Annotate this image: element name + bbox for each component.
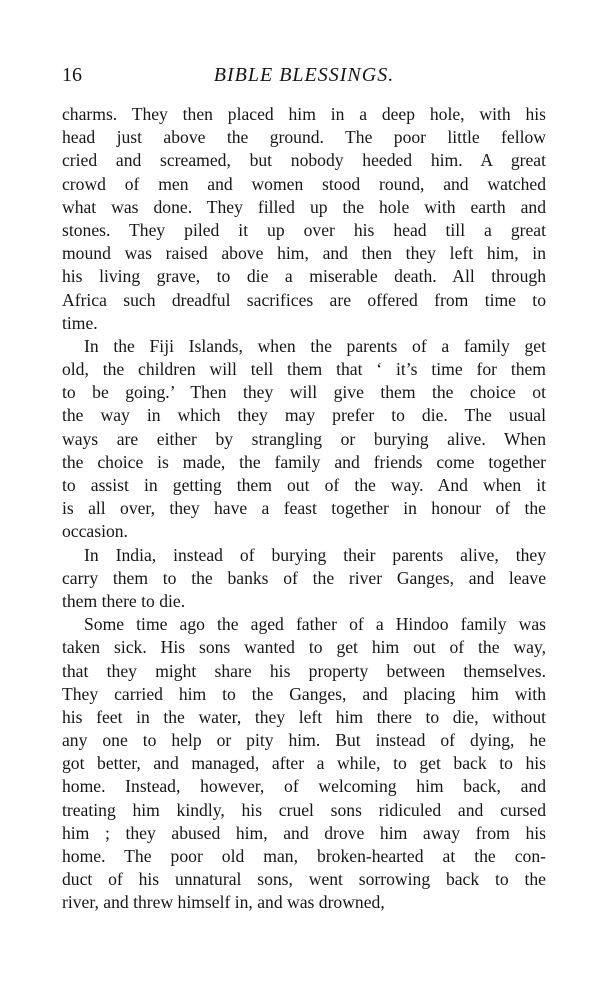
text-line: stones. They piled it up over his head till a great: [62, 219, 546, 240]
paragraph-fiji-islands: [62, 335, 546, 544]
text-line: home. Instead, however, of welcoming him back, and: [62, 776, 546, 797]
text-line: Some time ago the aged father of a Hindoo family was: [84, 614, 546, 635]
text-line: to be going.’ Then they will give them the choice ot: [62, 382, 546, 403]
text-line: mound was raised above him, and then they left him, in: [62, 243, 546, 264]
text-line: Africa such dreadful sacrifices are offered from time to: [62, 289, 546, 310]
text-line: ways are either by strangling or burying alive. When: [62, 428, 546, 449]
text-line: them there to die.: [62, 590, 186, 611]
text-line: the choice is made, the family and friends come together: [62, 451, 546, 472]
text-line: got better, and managed, after a while, to get back to his: [62, 753, 546, 774]
text-line: his living grave, to die a miserable death. All through: [62, 266, 546, 287]
text-line: head just above the ground. The poor little fellow: [62, 127, 546, 148]
text-line: his feet in the water, they left him there to die, without: [62, 706, 546, 727]
paragraph-continued-africa: [62, 103, 546, 335]
text-line: old, the children will tell them that ‘ it’s time for them: [62, 359, 546, 380]
text-line: charms. They then placed him in a deep hole, with his: [62, 104, 546, 124]
running-head: [62, 60, 546, 90]
text-line: the way in which they may prefer to die. The usual: [62, 405, 546, 426]
page-number: 16: [62, 64, 82, 86]
text-line: any one to help or pity him. But instead of dying, he: [62, 730, 546, 751]
text-line: river, and threw himself in, and was drowned,: [62, 892, 385, 913]
text-line: In India, instead of burying their parents alive, they: [84, 544, 546, 565]
text-line: cried and screamed, but nobody heeded him. A great: [62, 150, 546, 171]
paragraph-india: [62, 544, 546, 614]
text-line: occasion.: [62, 521, 128, 542]
text-line: They carried him to the Ganges, and placing him with: [62, 683, 546, 704]
running-title: BIBLE BLESSINGS.: [213, 64, 395, 86]
text-line: crowd of men and women stood round, and watched: [62, 173, 546, 194]
text-line: time.: [62, 312, 98, 333]
text-line: duct of his unnatural sons, went sorrowing back to the: [62, 869, 546, 890]
text-line: that they might share his property between themselves.: [62, 660, 546, 681]
text-line: home. The poor old man, broken-hearted at the con-: [62, 846, 546, 866]
text-line: is all over, they have a feast together in honour of the: [62, 498, 546, 519]
paragraph-hindoo-father: [62, 613, 546, 914]
text-line: treating him kindly, his cruel sons ridiculed and cursed: [62, 799, 546, 820]
text-line: carry them to the banks of the river Ganges, and leave: [62, 567, 546, 588]
text-line: him ; they abused him, and drove him away from his: [62, 822, 546, 843]
text-line: In the Fiji Islands, when the parents of a family get: [84, 335, 546, 356]
body-text: [62, 103, 546, 915]
text-line: what was done. They filled up the hole with earth and: [62, 196, 546, 217]
text-line: taken sick. His sons wanted to get him out of the way,: [62, 637, 546, 658]
text-line: to assist in getting them out of the way. And when it: [62, 475, 546, 495]
